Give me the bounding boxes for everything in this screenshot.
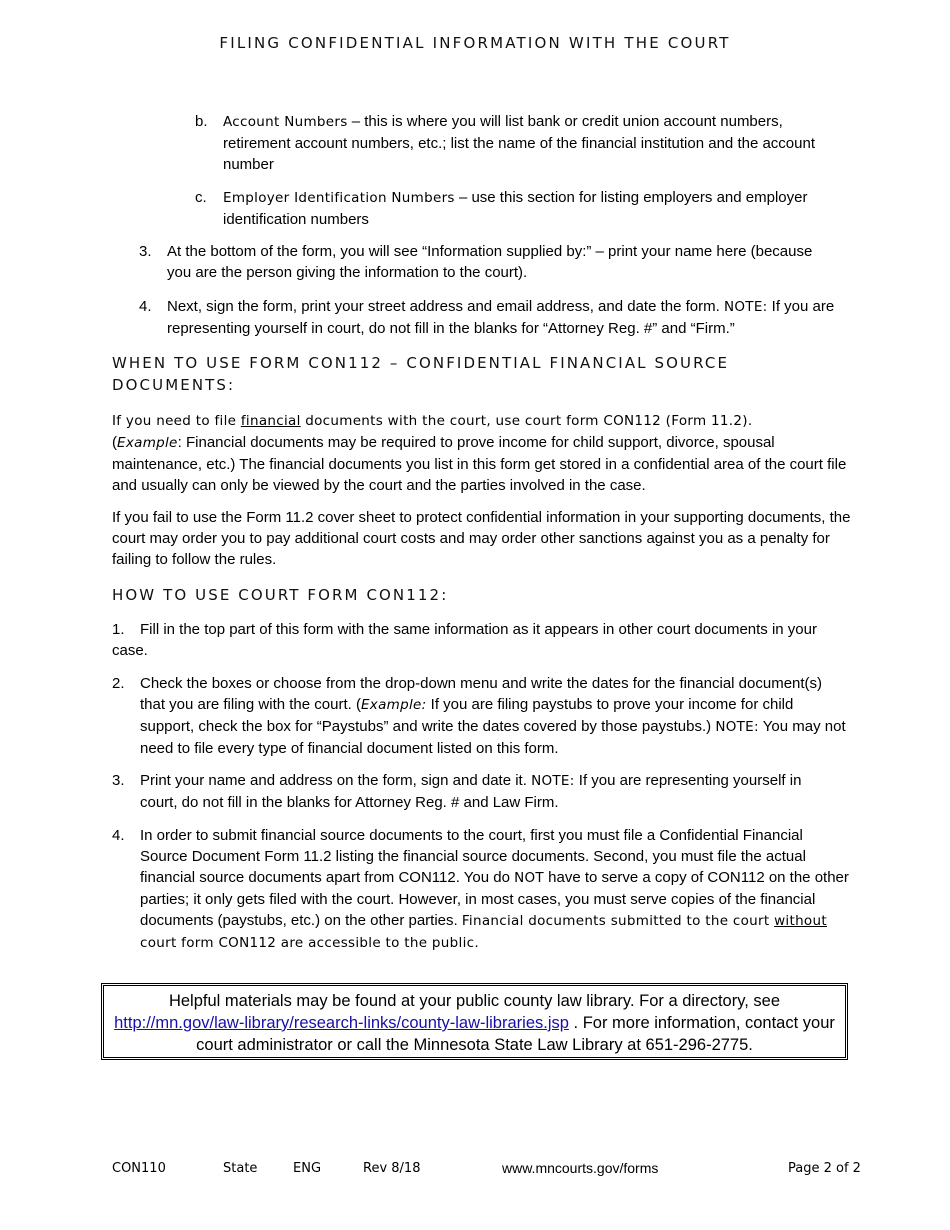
list-text: If you are filing paystubs to prove your income for child support, check the box for “Paystubs” and write the dates covered by those paystubs.) (140, 696, 794, 735)
paragraph-failure-penalty: If you fail to use the Form 11.2 cover sheet to protect confidential information in your supporting documents, the court may order you to pay additional court costs and may order other sanctions against you as a penalty for failing to follow the rules. (112, 509, 851, 568)
list-text: In order to submit financial source documents to the court, first you must file a Confidential Financial Source Document Form 11.2 listing the financial source documents. Second, you must file the actual financial source documents apart from CON112. You do (140, 827, 806, 886)
list-item-employer-ids (195, 187, 845, 230)
para-text: documents with the court, use court form CON112 (Form 11.2). (300, 413, 753, 429)
para-text: ( (112, 434, 117, 451)
footer-form-id: CON110 (112, 1161, 166, 1176)
notice-text: Helpful materials may be found at your public county law library. For a directory, see (168, 992, 781, 1010)
page-title: FILING CONFIDENTIAL INFORMATION WITH THE COURT (219, 34, 731, 52)
list-marker: c. (195, 189, 207, 206)
list-text: Fill in the top part of this form with the same information as it appears in other court documents in your case. (112, 621, 817, 659)
list-text: Print your name and address on the form, sign and date it. (140, 772, 532, 789)
list-item-submit-documents (112, 825, 854, 954)
list-item-sign-form (139, 296, 839, 339)
list-text: Next, sign the form, print your street address and email address, and date the form. (167, 298, 724, 315)
list-text: If you are representing yourself in court, do not fill in the blanks for “Attorney Reg. #” and “Firm.” (167, 298, 835, 337)
paragraph-financial-documents (112, 410, 857, 496)
footer-page-number: Page 2 of 2 (788, 1161, 861, 1176)
list-marker: 4. (139, 298, 152, 315)
heading-when-to-use: WHEN TO USE FORM CON112 – CONFIDENTIAL FINANCIAL SOURCE DOCUMENTS: (112, 354, 730, 394)
notice-text: . For more information, contact your court administrator or call the Minnesota State Law Library at 651-296-2775. (196, 1014, 835, 1054)
note-label: NOTE: (723, 299, 768, 315)
list-text: – this is where you will list bank or credit union account numbers, retirement account numbers, etc.; list the name of the financial institution and the account number (223, 113, 815, 173)
list-text: At the bottom of the form, you will see “Information supplied by:” – print your name here (because you are the person giving the information to the court). (167, 243, 813, 281)
list-marker: b. (195, 113, 208, 130)
para-example: Example (117, 435, 178, 451)
list-text: have to serve a copy of CON112 on the other parties; it only gets filed with the court. However, in most cases, you must serve copies of the financial documents (paystubs, etc.) on the other parties. (140, 869, 849, 929)
list-item-print-name (112, 770, 842, 813)
list-marker: 1. (112, 621, 125, 638)
list-text: You may not need to file every type of financial document listed on this form. (140, 718, 846, 757)
list-item-fill-top (112, 619, 827, 661)
list-marker: 3. (139, 243, 152, 260)
para-text: If you need to file (112, 413, 241, 429)
note-label: NOTE: (715, 719, 759, 735)
term-employer-ids: Employer Identification Numbers (223, 190, 455, 206)
county-law-libraries-link[interactable]: http://mn.gov/law-library/research-links/county-law-libraries.jsp (114, 1014, 569, 1032)
list-marker: 2. (112, 675, 125, 692)
list-text: Check the boxes or choose from the drop-down menu and write the dates for the financial document(s) that you are filing with the court. ( (140, 675, 823, 713)
para-underlined: financial (240, 413, 301, 429)
list-marker: 3. (112, 772, 125, 789)
law-library-notice-box (101, 983, 848, 1060)
footer-revision: Rev 8/18 (363, 1161, 421, 1176)
note-label: NOTE: (531, 773, 575, 789)
example-label: Example: (360, 697, 427, 713)
not-emphasis: NOT (514, 870, 544, 886)
list-text: court form CON112 are accessible to the public. (140, 935, 479, 951)
footer-language: ENG (293, 1161, 322, 1176)
list-item-check-boxes (112, 673, 847, 759)
footer-website[interactable]: www.mncourts.gov/forms (502, 1160, 659, 1176)
list-text: If you are representing yourself in court, do not fill in the blanks for Attorney Reg. # and Law Firm. (140, 772, 802, 811)
heading-how-to-use: HOW TO USE COURT FORM CON112: (112, 586, 449, 604)
without-emphasis: without (774, 913, 827, 929)
list-marker: 4. (112, 827, 125, 844)
footer-jurisdiction: State (223, 1161, 258, 1176)
list-item-information-supplied (139, 241, 819, 283)
list-text: – use this section for listing employers and employer identification numbers (223, 189, 808, 228)
list-item-account-numbers (195, 111, 845, 175)
para-text: : Financial documents may be required to prove income for child support, divorce, spousal maintenance, etc.) The financial documents you list in this form get stored in a confidential area of the court file and usually can only be viewed by the court and the parties involved in the case. (112, 434, 847, 494)
term-account-numbers: Account Numbers (223, 114, 348, 130)
list-text: Financial documents submitted to the court (461, 913, 775, 929)
